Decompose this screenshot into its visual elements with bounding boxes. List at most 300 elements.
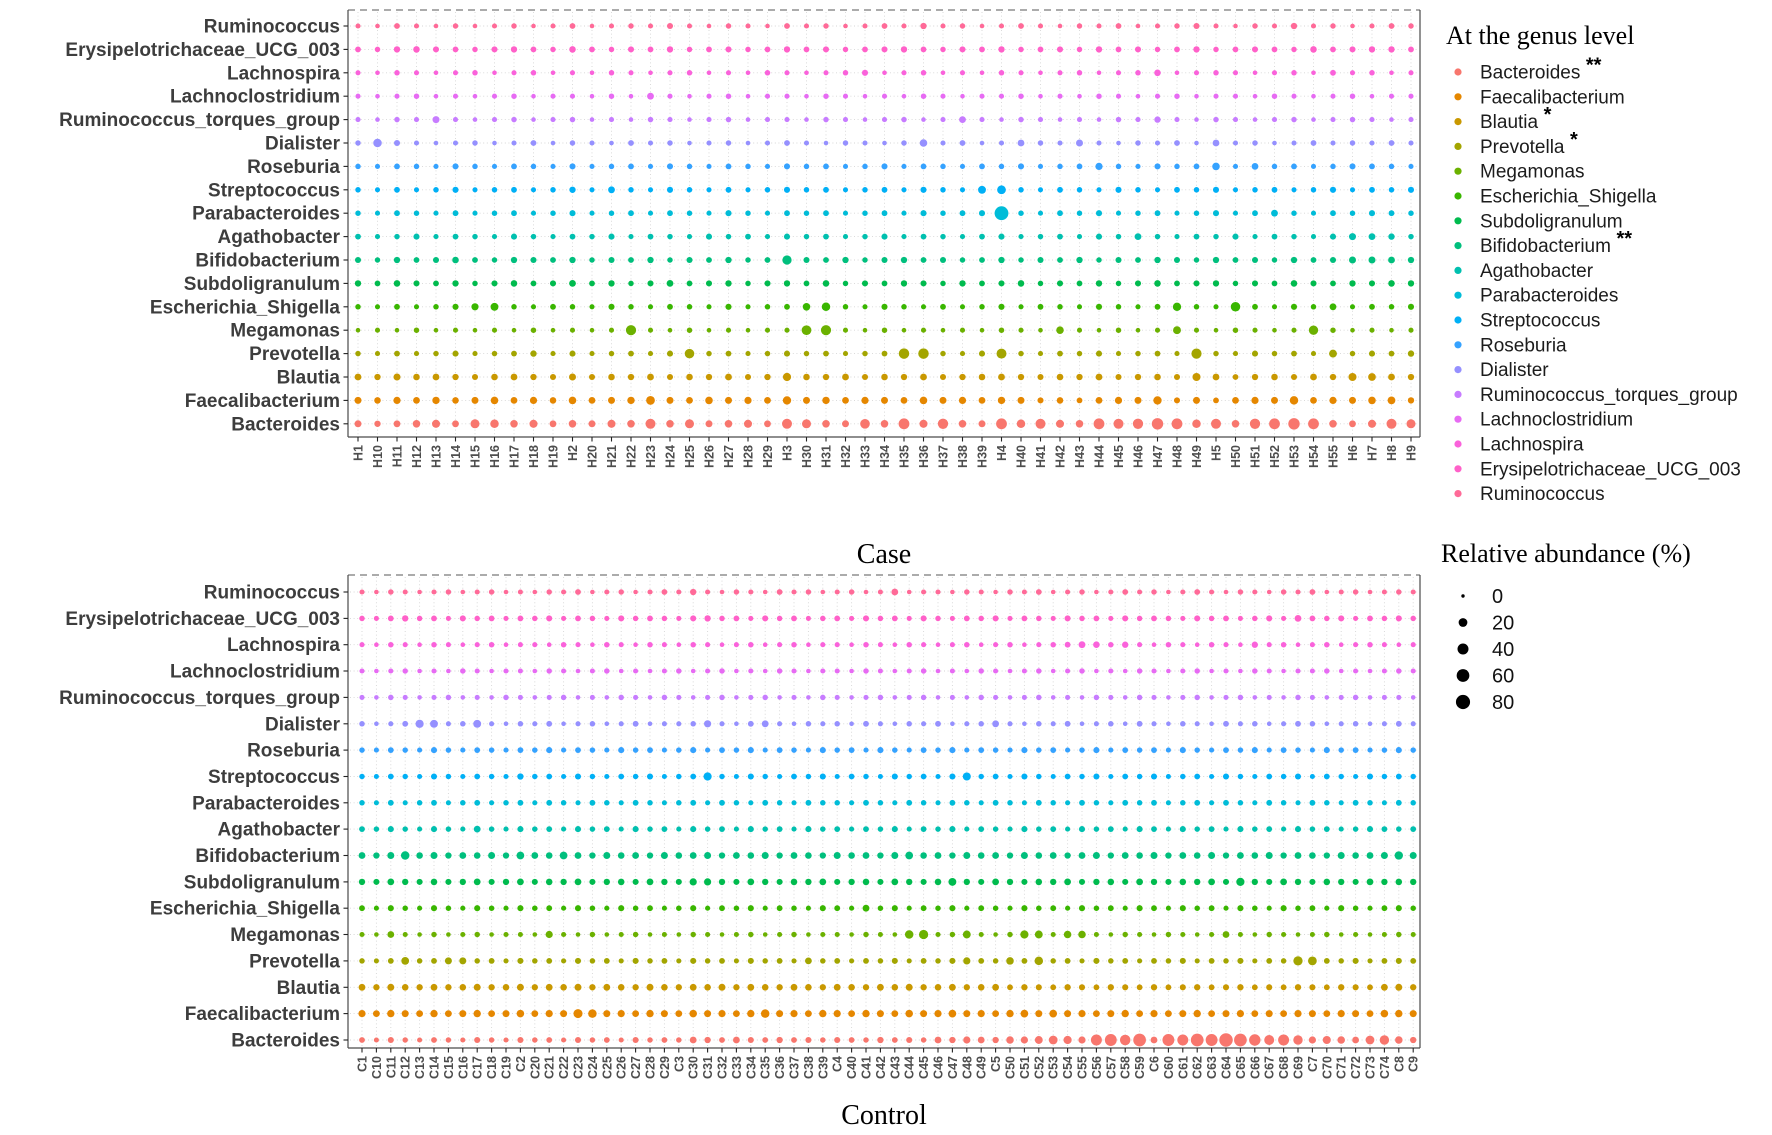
bubble bbox=[1350, 304, 1355, 309]
bubble bbox=[1367, 773, 1373, 779]
bubble bbox=[1253, 932, 1258, 937]
bubble bbox=[375, 47, 380, 52]
bubble bbox=[1050, 642, 1055, 647]
bubble bbox=[1388, 257, 1395, 264]
bubble bbox=[1382, 747, 1387, 752]
bubble bbox=[1018, 234, 1023, 239]
bubble bbox=[706, 211, 711, 216]
bubble bbox=[662, 826, 668, 832]
bubble bbox=[1389, 351, 1395, 357]
bubble bbox=[1395, 1010, 1402, 1017]
bubble bbox=[374, 826, 379, 831]
bubble bbox=[1408, 328, 1413, 333]
bubble bbox=[648, 140, 653, 145]
bubble bbox=[532, 984, 538, 990]
bubble bbox=[633, 932, 638, 937]
bubble bbox=[414, 257, 420, 263]
bubble bbox=[1236, 878, 1244, 886]
bubble bbox=[431, 589, 436, 594]
bubble bbox=[820, 747, 826, 753]
bubble bbox=[921, 234, 927, 240]
bubble bbox=[878, 616, 883, 621]
bubble bbox=[1036, 668, 1041, 673]
bubble bbox=[993, 932, 998, 937]
y-axis-label: Ruminococcus bbox=[203, 16, 340, 38]
bubble bbox=[949, 984, 956, 991]
bubble bbox=[1291, 351, 1297, 357]
x-tick-label: C58 bbox=[1118, 1056, 1133, 1079]
bubble bbox=[1369, 187, 1375, 193]
bubble bbox=[489, 932, 494, 937]
bubble bbox=[804, 47, 810, 53]
bubble bbox=[881, 374, 888, 381]
bubble bbox=[1353, 932, 1358, 937]
bubble bbox=[936, 695, 941, 700]
bubble bbox=[706, 420, 713, 427]
legend-entry bbox=[1454, 410, 1633, 431]
x-tick-label: C53 bbox=[1046, 1056, 1061, 1079]
bubble bbox=[1219, 1033, 1232, 1046]
bubble bbox=[1408, 140, 1413, 145]
bubble bbox=[431, 826, 437, 832]
bubble bbox=[843, 211, 848, 216]
bubble bbox=[445, 879, 451, 885]
bubble bbox=[745, 164, 750, 169]
bubble bbox=[849, 747, 855, 753]
y-axis-label: Escherichia_Shigella bbox=[149, 297, 340, 319]
bubble bbox=[546, 1037, 552, 1043]
bubble bbox=[1266, 800, 1272, 806]
bubble bbox=[1382, 826, 1388, 832]
bubble bbox=[1007, 932, 1012, 937]
bubble bbox=[619, 827, 624, 832]
bubble bbox=[1007, 748, 1012, 753]
x-tick-label: C8 bbox=[1392, 1056, 1407, 1072]
bubble bbox=[550, 304, 556, 310]
bubble bbox=[935, 905, 940, 910]
bubble bbox=[530, 257, 536, 263]
bubble bbox=[821, 590, 826, 595]
bubble bbox=[1209, 932, 1214, 937]
legend-dot bbox=[1454, 490, 1461, 497]
bubble bbox=[823, 93, 828, 98]
bubble bbox=[460, 879, 466, 885]
bubble bbox=[791, 774, 797, 780]
bubble bbox=[431, 932, 436, 937]
bubble bbox=[1209, 669, 1214, 674]
y-axis-label: Bacteroides bbox=[231, 414, 340, 436]
bubble bbox=[1252, 800, 1257, 805]
bubble bbox=[748, 905, 754, 911]
x-tick-label: C9 bbox=[1406, 1056, 1421, 1072]
bubble bbox=[1238, 589, 1243, 594]
bubble bbox=[1410, 879, 1416, 885]
bubble bbox=[1049, 1036, 1058, 1045]
bubble bbox=[1410, 958, 1416, 964]
bubble bbox=[1396, 879, 1403, 886]
bubble bbox=[734, 774, 739, 779]
bubble bbox=[460, 984, 467, 991]
bubble bbox=[569, 210, 575, 216]
bubble bbox=[388, 905, 394, 911]
bubble bbox=[575, 826, 581, 832]
bubble bbox=[1223, 747, 1229, 753]
bubble bbox=[725, 280, 731, 286]
bubble bbox=[848, 984, 855, 991]
bubble bbox=[546, 721, 552, 727]
bubble bbox=[1151, 1037, 1158, 1044]
bubble bbox=[1122, 984, 1128, 990]
bubble bbox=[1267, 906, 1272, 911]
bubble bbox=[446, 695, 451, 700]
bubble bbox=[1051, 616, 1056, 621]
bubble bbox=[1077, 117, 1082, 122]
bubble bbox=[619, 800, 624, 805]
bubble bbox=[960, 140, 966, 146]
bubble bbox=[619, 932, 624, 937]
x-tick-label: C30 bbox=[686, 1056, 701, 1079]
bubble bbox=[414, 70, 419, 75]
bubble bbox=[791, 984, 798, 991]
bubble bbox=[1022, 722, 1027, 727]
bubble bbox=[402, 774, 407, 779]
bubble bbox=[460, 721, 465, 726]
bubble bbox=[1007, 642, 1012, 647]
bubble bbox=[546, 879, 553, 886]
bubble bbox=[1271, 397, 1278, 404]
bubble bbox=[1035, 1036, 1043, 1044]
bubble bbox=[489, 747, 494, 752]
bubble bbox=[1291, 117, 1296, 122]
bubble bbox=[1353, 879, 1359, 885]
bubble bbox=[662, 1037, 668, 1043]
bubble bbox=[533, 669, 538, 674]
bubble bbox=[676, 827, 681, 832]
bubble bbox=[1193, 23, 1199, 29]
bubble bbox=[373, 879, 379, 885]
legend-entry bbox=[1454, 228, 1632, 257]
bubble bbox=[1135, 351, 1140, 356]
bubble bbox=[882, 141, 887, 146]
bubble bbox=[1036, 879, 1043, 886]
bubble bbox=[1174, 257, 1180, 263]
bubble bbox=[416, 720, 424, 728]
bubble bbox=[1057, 351, 1063, 357]
bubble bbox=[1353, 958, 1359, 964]
bubble bbox=[503, 1037, 508, 1042]
bubble bbox=[394, 187, 400, 193]
x-tick-label: C40 bbox=[845, 1056, 860, 1079]
bubble bbox=[355, 94, 360, 99]
bubble bbox=[569, 257, 575, 263]
bubble bbox=[1166, 722, 1171, 727]
bubble bbox=[633, 774, 638, 779]
bubble bbox=[1353, 826, 1358, 831]
bubble bbox=[878, 932, 883, 937]
bubble bbox=[531, 281, 537, 287]
bubble bbox=[666, 420, 674, 428]
bubble bbox=[1231, 302, 1241, 312]
bubble bbox=[374, 642, 379, 647]
bubble bbox=[1175, 71, 1180, 76]
bubble bbox=[1272, 304, 1277, 309]
bubble bbox=[547, 695, 552, 700]
bubble bbox=[1079, 747, 1084, 752]
bubble bbox=[949, 1037, 955, 1043]
bubble bbox=[589, 374, 595, 380]
bubble bbox=[999, 327, 1004, 332]
bubble bbox=[690, 984, 697, 991]
legend-label: Bacteroides ** bbox=[1480, 54, 1602, 84]
bubble bbox=[1094, 616, 1100, 622]
bubble bbox=[374, 669, 379, 674]
bubble bbox=[570, 234, 576, 240]
legend-dot bbox=[1454, 391, 1461, 398]
bubble bbox=[474, 1037, 480, 1043]
bubble bbox=[1266, 615, 1272, 621]
bubble bbox=[355, 140, 360, 145]
x-tick-label: H42 bbox=[1053, 445, 1068, 468]
bubble bbox=[1077, 47, 1082, 52]
bubble bbox=[1223, 773, 1229, 779]
bubble bbox=[849, 669, 854, 674]
bubble bbox=[706, 117, 711, 122]
bubble bbox=[1007, 721, 1012, 726]
bubble bbox=[745, 23, 750, 28]
bubble bbox=[1233, 281, 1238, 286]
bubble bbox=[1281, 747, 1287, 753]
bubble bbox=[1368, 373, 1376, 381]
bubble bbox=[1154, 163, 1160, 169]
bubble bbox=[561, 695, 566, 700]
bubble bbox=[546, 774, 552, 780]
bubble bbox=[1006, 957, 1014, 965]
bubble bbox=[1223, 800, 1229, 806]
bubble bbox=[822, 420, 830, 428]
bubble bbox=[1330, 234, 1336, 240]
bubble bbox=[734, 722, 739, 727]
bubble bbox=[1408, 234, 1413, 239]
bubble bbox=[414, 164, 419, 169]
bubble bbox=[1389, 210, 1395, 216]
bubble bbox=[690, 642, 695, 647]
bubble bbox=[1122, 932, 1127, 937]
bubble bbox=[920, 280, 926, 286]
bubble bbox=[1310, 589, 1316, 595]
bubble bbox=[764, 280, 770, 286]
bubble bbox=[1252, 589, 1257, 594]
x-tick-label: C29 bbox=[657, 1056, 672, 1079]
bubble bbox=[804, 23, 809, 28]
bubble bbox=[1367, 800, 1372, 805]
bubble bbox=[1324, 616, 1329, 621]
bubble bbox=[1382, 721, 1387, 726]
bubble bbox=[1213, 187, 1219, 193]
bubble bbox=[647, 257, 653, 263]
bubble bbox=[919, 420, 927, 428]
bubble bbox=[1387, 419, 1397, 429]
bubble bbox=[1108, 852, 1114, 858]
bubble bbox=[1233, 94, 1238, 99]
bubble bbox=[1396, 695, 1401, 700]
bubble bbox=[1096, 351, 1102, 357]
x-tick-label: C34 bbox=[744, 1056, 759, 1079]
bubble bbox=[1252, 140, 1257, 145]
bubble bbox=[921, 328, 926, 333]
bubble bbox=[452, 257, 459, 264]
bubble bbox=[633, 668, 638, 673]
bubble bbox=[416, 852, 423, 859]
bubble bbox=[1194, 70, 1199, 75]
bubble bbox=[394, 46, 400, 52]
bubble bbox=[511, 93, 516, 98]
bubble bbox=[1079, 905, 1085, 911]
bubble bbox=[355, 420, 362, 427]
bubble bbox=[619, 669, 624, 674]
bubble bbox=[1295, 826, 1301, 832]
bubble bbox=[791, 852, 798, 859]
bubble bbox=[965, 669, 970, 674]
bubble bbox=[518, 589, 523, 594]
bubble bbox=[1018, 280, 1025, 287]
bubble bbox=[1115, 187, 1121, 193]
bubble bbox=[532, 747, 537, 752]
bubble bbox=[531, 187, 536, 192]
bubble bbox=[848, 1010, 855, 1017]
bubble bbox=[355, 257, 361, 263]
bubble bbox=[492, 351, 497, 356]
bubble bbox=[461, 695, 466, 700]
bubble bbox=[474, 905, 480, 911]
bubble bbox=[849, 958, 854, 963]
bubble bbox=[964, 879, 970, 885]
bubble bbox=[1237, 852, 1244, 859]
bubble bbox=[1180, 879, 1187, 886]
bubble bbox=[892, 747, 897, 752]
bubble bbox=[1213, 47, 1218, 52]
bubble bbox=[511, 187, 517, 193]
bubble bbox=[849, 589, 854, 594]
bubble bbox=[905, 1010, 913, 1018]
bubble bbox=[628, 304, 633, 309]
bubble bbox=[849, 1037, 855, 1043]
bubble bbox=[878, 695, 883, 700]
bubble bbox=[1077, 351, 1082, 356]
bubble bbox=[747, 984, 754, 991]
bubble bbox=[979, 932, 984, 937]
bubble bbox=[1058, 24, 1063, 29]
bubble bbox=[1330, 303, 1337, 310]
bubble bbox=[1353, 695, 1358, 700]
size-legend-dot bbox=[1456, 695, 1470, 709]
bubble bbox=[899, 418, 910, 429]
bubble bbox=[777, 695, 782, 700]
bubble bbox=[791, 905, 796, 910]
bubble bbox=[472, 187, 477, 192]
bubble bbox=[777, 800, 782, 805]
bubble bbox=[1238, 669, 1243, 674]
bubble bbox=[589, 47, 595, 53]
bubble bbox=[1293, 1035, 1302, 1044]
bubble bbox=[1291, 164, 1297, 170]
bubble bbox=[1369, 210, 1375, 216]
bubble bbox=[1252, 879, 1258, 885]
bubble bbox=[1007, 852, 1013, 858]
bubble bbox=[834, 721, 839, 726]
bubble bbox=[999, 140, 1004, 145]
bubble bbox=[550, 257, 556, 263]
bubble bbox=[1281, 800, 1286, 805]
bubble bbox=[375, 24, 380, 29]
bubble bbox=[762, 774, 767, 779]
bubble bbox=[1038, 187, 1043, 192]
bubble bbox=[849, 695, 854, 700]
bubble bbox=[687, 304, 692, 309]
bubble bbox=[1079, 589, 1084, 594]
bubble bbox=[1252, 616, 1257, 621]
x-tick-label: C15 bbox=[441, 1056, 456, 1079]
bubble bbox=[1151, 879, 1157, 885]
bubble bbox=[762, 695, 767, 700]
bubble bbox=[471, 303, 478, 310]
bubble bbox=[1194, 257, 1199, 262]
legend-dot bbox=[1454, 366, 1461, 373]
bubble bbox=[1065, 774, 1071, 780]
bubble bbox=[589, 397, 596, 404]
bubble bbox=[414, 304, 419, 309]
bubble bbox=[862, 70, 868, 76]
bubble bbox=[992, 984, 999, 991]
bubble bbox=[1194, 328, 1199, 333]
bubble bbox=[530, 397, 537, 404]
bubble bbox=[1050, 826, 1056, 832]
bubble bbox=[359, 958, 364, 963]
bubble bbox=[394, 23, 400, 29]
bubble bbox=[550, 23, 555, 28]
bubble bbox=[734, 800, 739, 805]
bubble bbox=[561, 1037, 566, 1042]
x-tick-label: C44 bbox=[902, 1056, 917, 1079]
bubble bbox=[1324, 774, 1330, 780]
legend-label: Subdoligranulum bbox=[1480, 211, 1623, 233]
bubble bbox=[1038, 117, 1043, 122]
bubble bbox=[1079, 641, 1086, 648]
bubble bbox=[647, 642, 652, 647]
bubble bbox=[734, 669, 739, 674]
bubble bbox=[843, 351, 848, 356]
bubble bbox=[492, 23, 497, 28]
bubble bbox=[1036, 642, 1041, 647]
bubble bbox=[648, 304, 653, 309]
bubble bbox=[1195, 721, 1200, 726]
bubble bbox=[1174, 23, 1179, 28]
bubble bbox=[849, 932, 854, 937]
x-tick-label: H21 bbox=[605, 445, 619, 468]
bubble bbox=[518, 747, 524, 753]
bubble bbox=[388, 1037, 394, 1043]
bubble bbox=[1410, 616, 1415, 621]
x-tick-label: C37 bbox=[787, 1056, 802, 1079]
bubble bbox=[1291, 187, 1296, 192]
bubble bbox=[1213, 374, 1220, 381]
bubble bbox=[685, 349, 695, 359]
bubble bbox=[492, 210, 497, 215]
bubble bbox=[590, 800, 596, 806]
bubble bbox=[1037, 257, 1043, 263]
bubble bbox=[417, 695, 422, 700]
size-legend-dot bbox=[1461, 594, 1464, 597]
bubble bbox=[1194, 1010, 1201, 1017]
